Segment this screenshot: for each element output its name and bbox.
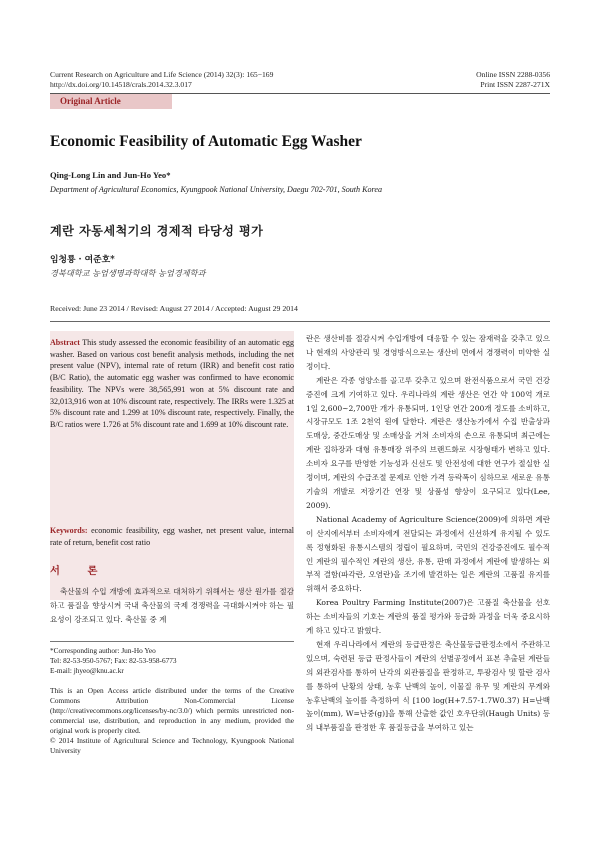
- body-paragraph-5: 현재 우리나라에서 계란의 등급판정은 축산물등급판정소에서 주관하고 있으며, 숙련된 등급 판정사들이 계란의 선별공정에서 표본 추출된 계란들의 외관검사를 통하여 난각의 외관품질을 판정하고, 투광검사 및 할란 검사를 통하여 난황의 상태, 농후 난백의 높이, 이물질 유무 및 계란의 무게와 농후난백의 높이를 측정하여 식 [100 log(H+7.57-1.7W0.37) H=난백높이(mm), W=난중(g)]을 통해 산출한 값인 호우단위(Haugh Units) 등의 내부품질을 판정한 후 품질등급을 부여하고 있는: [306, 639, 550, 733]
- abstract-label: Abstract: [50, 338, 80, 347]
- submission-dates: Received: June 23 2014 / Revised: August 27 2014 / Accepted: August 29 2014: [50, 304, 298, 313]
- corresponding-footnote: [50, 646, 294, 676]
- license-notice: [50, 686, 294, 756]
- body-paragraph-4: Korea Poultry Farming Institute(2007)은 고품질 축산물을 선호하는 소비자들의 기호는 계란의 품질 평가와 등급화 과정을 더욱 중요시하게 하고 있다고 밝혔다.: [306, 598, 550, 636]
- keywords-label: Keywords:: [50, 526, 88, 535]
- body-paragraph-3: National Academy of Agriculture Science(2009)에 의하면 계란이 산지에서부터 소비자에게 전달되는 과정에서 신선하게 유지될 수 있도록 정형화된 유통시스템의 정립이 필요하며, 국민의 건강증진에도 필수적인 계란의 필수적인 계란의 생산, 유통, 판매 과정에서 계란에 발생하는 외부적 결함(파각란, 오염란)을 조기에 발견하는 일은 계란의 고품질 유지를 위해서 중요하다.: [306, 514, 550, 594]
- contact-phone-fax: Tel: 82-53-950-5767; Fax: 82-53-958-6773: [50, 656, 177, 665]
- keywords-body: economic feasibility, egg washer, net present value, internal rate of return, benefit cost ratio: [50, 526, 294, 547]
- intro-right-column: [306, 332, 550, 735]
- footnote-divider: [50, 641, 294, 642]
- body-paragraph-2: 계란은 각종 영양소를 골고루 갖추고 있으며 완전식품으로서 국민 건강 증진에 크게 기여하고 있다. 우리나라의 계란 생산은 연간 약 100억 개로 1일 2,600~2,700만 개가 유통되며, 1인당 연간 200개 정도를 소비하고, 시장규모도 1조 2천억 원에 달한다. 계란은 생산농가에서 수집 반출상과 도매상, 중간도매상 및 소매상을 거쳐 소비자의 손으로 유통되며 최근에는 계란 집하장과 대형 유통매장 위주의 브랜드화로 시장형태가 변하고 있다. 소비자 요구를 반영한 기능성과 신선도 및 안전성에 대한 연구가 절실한 실정이며, 계란의 수급조절 문제로 인한 가격 등락폭이 심하므로 새로운 유통기술의 개발로 저장기간 연장 및 상품성 향상이 요구되고 있다(Lee, 2009).: [306, 375, 550, 510]
- korean-affiliation: 경북대학교 농업생명과학대학 농업경제학과: [50, 268, 206, 278]
- doi-link[interactable]: http://dx.doi.org/10.14518/crals.2014.32.3.017: [50, 80, 192, 89]
- contact-email[interactable]: E-mail: jhyeo@knu.ac.kr: [50, 666, 124, 675]
- paper-title: Economic Feasibility of Automatic Egg Washer: [50, 133, 362, 150]
- intro-left-column: [50, 585, 294, 628]
- intro-paragraph: 축산물의 수입 개방에 효과적으로 대처하기 위해서는 생산 원가를 절감하고 품질을 향상시켜 국내 축산물의 국제 경쟁력을 극대화시켜야 하는 필요성이 강조되고 있다. 축산물 중 계: [50, 587, 294, 625]
- copyright-line: © 2014 Institute of Agricultural Science and Technology, Kyungpook National University: [50, 736, 294, 755]
- dates-divider: [50, 321, 550, 322]
- open-access-statement: This is an Open Access article distributed under the terms of the Creative Commons Attribution Non-Commercial License (http://creativecommons.org/licenses/by-nc/3.0/) which permits unrestricted non-commercial use, distribution, and reproduction in any medium, provided the original work is properly cited.: [50, 686, 294, 735]
- issn-block: [476, 70, 550, 90]
- journal-header: [50, 70, 273, 90]
- author-list: Qing-Long Lin and Jun-Ho Yeo*: [50, 170, 171, 180]
- body-paragraph-1: 란은 생산비를 절감시켜 수입개방에 대응할 수 있는 잠재력을 갖추고 있으나 현재의 사양관리 및 경영방식으로는 생산비 면에서 경쟁력이 미약한 실정이다.: [306, 334, 550, 371]
- corresponding-author: *Corresponding author: Jun-Ho Yeo: [50, 646, 156, 655]
- journal-citation: Current Research on Agriculture and Life Science (2014) 32(3): 165−169: [50, 70, 274, 79]
- article-type-label: Original Article: [60, 96, 121, 106]
- section-heading-introduction: 서 론: [50, 565, 110, 577]
- korean-title: 계란 자동세척기의 경제적 타당성 평가: [50, 224, 264, 238]
- keywords: [50, 525, 294, 548]
- article-type-badge: [50, 94, 172, 109]
- korean-author-list: 임청룡 · 여준호*: [50, 255, 115, 265]
- affiliation: Department of Agricultural Economics, Kyungpook National University, Daegu 702-701, South Korea: [50, 185, 383, 194]
- print-issn: Print ISSN 2287-271X: [480, 80, 550, 89]
- online-issn: Online ISSN 2288-0356: [476, 70, 550, 79]
- abstract-body: This study assessed the economic feasibility of an automatic egg washer. Based on various cost benefit analysis methods, including the net present value (NPV), internal rate of return (IRR) and benefit cost ratio (B/C Ratio), the automatic egg washer was confirmed to have economic feasibility. The NPVs were 38,565,991 won at 5% discount rate and 32,013,916 won at 10% discount rate, respectively. The IRRs were 1.325 at 5% discount rate and 1.299 at 10% discount rate, respectively. Finally, the B/C ratios were 1.726 at 5% discount rate and 1.699 at 10% discount rate.: [50, 338, 294, 429]
- abstract: [50, 337, 294, 431]
